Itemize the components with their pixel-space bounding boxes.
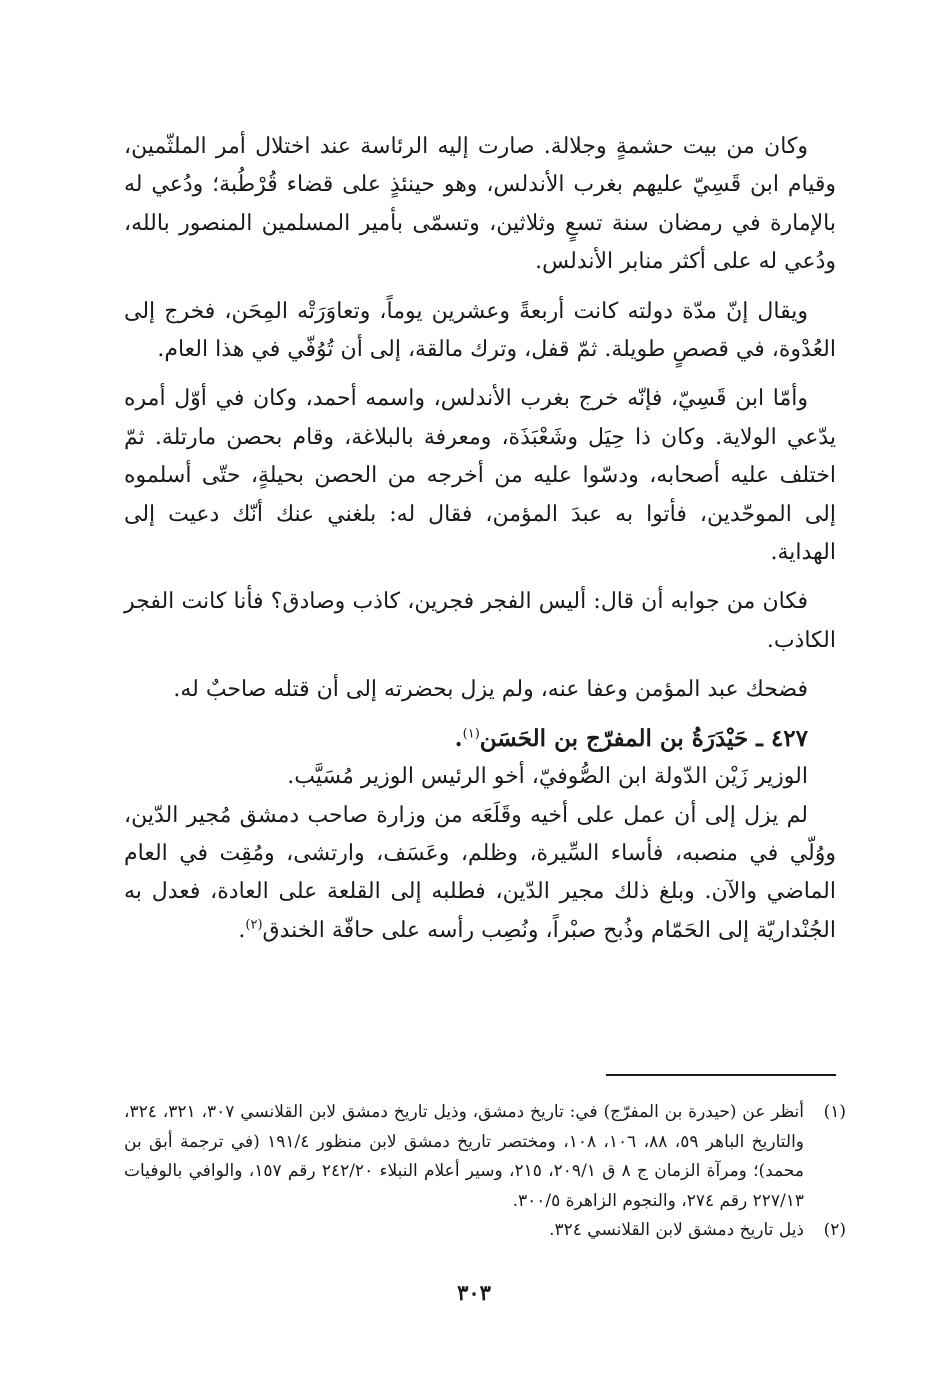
footnote-number: (١): [823, 1102, 846, 1122]
paragraph: وأمّا ابن قَسِيّ، فإنّه خرج بغرب الأندلس، واسمه أحمد، وكان في أوّل أمره يدّعي الولاية. وكان ذا حِيَل وشَعْبَذَة، ومعرفة بالبلاغة، وقام بحصن مارتلة. ثمّ اختلف عليه أصحابه، ودسّوا عليه من أخرجه من الحصن بحيلةٍ، حتّى أسلموه إلى الموحّدين، فأتوا به عبدَ المؤمن، فقال له: بلغني عنك أنّك دعيت إلى الهداية.: [124, 386, 836, 566]
footnote: [124, 1216, 846, 1246]
entry-paragraph: [124, 797, 836, 951]
paragraph: وكان من بيت حشمةٍ وجلالة. صارت إليه الرئاسة عند اختلال أمر الملثّمين، وقيام ابن قَسِيّ عليهم بغرب الأندلس، وهو حينئذٍ على قضاء قُرْطُبة؛ ودُعي له بالإمارة في رمضان سنة تسعٍ وثلاثين، وتسمّى بأمير المسلمين المنصور بالله، ودُعي له على أكثر منابر الأندلس.: [124, 134, 836, 275]
footnote-divider: [606, 1074, 836, 1076]
biography-entry-heading: [124, 720, 836, 758]
entry-number: ٤٢٧: [770, 724, 808, 752]
main-text: [124, 128, 836, 950]
entry-end: .: [454, 724, 463, 752]
entry-separator: ـ: [748, 724, 771, 752]
footnotes: [124, 1098, 846, 1246]
paragraph: ويقال إنّ مدّة دولته كانت أربعةً وعشرين يوماً، وتعاوَرَتْه المِحَن، فخرج إلى العُدْوة، في قصصٍ طويلة. ثمّ قفل، وترك مالقة، إلى أن تُوُفّي في هذا العام.: [124, 298, 836, 363]
paragraph: فكان من جوابه أن قال: أليس الفجر فجرين، كاذب وصادق؟ فأنا كانت الفجر الكاذب.: [124, 589, 836, 653]
footnote-number: (٢): [823, 1220, 846, 1240]
footnote-reference[interactable]: (٢): [245, 917, 263, 933]
paragraph: فضحك عبد المؤمن وعفا عنه، ولم يزل بحضرته إلى أن قتله صاحبٌ له.: [173, 677, 808, 703]
entry-paragraph-text: لم يزل إلى أن عمل على أخيه وقَلَعَه من وزارة صاحب دمشق مُجير الدّين، ووُلّي في منصبه، فأساء السِّيرة، وظلم، وعَسَف، وارتشى، ومُقِت في العام الماضي والآن. وبلغ ذلك مجير الدّين، فطلبه إلى القلعة على العادة، فعدل به الجُنْداريّة إلى الحَمّام وذُبح صبْراً، ونُصِب رأسه على حافّة الخندق: [124, 802, 836, 943]
entry-paragraph-end: .: [238, 917, 246, 943]
footnote-text: أنظر عن (حيدرة بن المفرّج) في: تاريخ دمشق، وذيل تاريخ دمشق لابن القلانسي ٣٠٧، ٣٢١، ٣٢٤، والتاريخ الباهر ٥٩، ٨٨، ١٠٦، ١٠٨، ومختصر تاريخ دمشق لابن منظور ١٩١/٤ (في ترجمة أبق بن محمد)؛ ومرآة الزمان ج ٨ ق ٢٠٩/١، ٢١٥، وسير أعلام النبلاء ٢٤٢/٢٠ رقم ١٥٧، والوافي بالوفيات ٢٢٧/١٣ رقم ٢٧٤، والنجوم الزاهرة ٣٠٠/٥.: [124, 1102, 805, 1211]
footnote: [124, 1098, 846, 1216]
entry-paragraph: الوزير زَيْن الدّولة ابن الصُّوفيّ، أخو الرئيس الوزير مُسَيَّب.: [287, 764, 808, 790]
page-number: ٣٠٣: [457, 1280, 491, 1305]
footnote-reference[interactable]: (١): [462, 726, 480, 742]
footnote-text: ذيل تاريخ دمشق لابن القلانسي ٣٢٤.: [549, 1220, 804, 1240]
entry-name: حَيْدَرَةُ بن المفرّج بن الحَسَن: [479, 724, 749, 752]
